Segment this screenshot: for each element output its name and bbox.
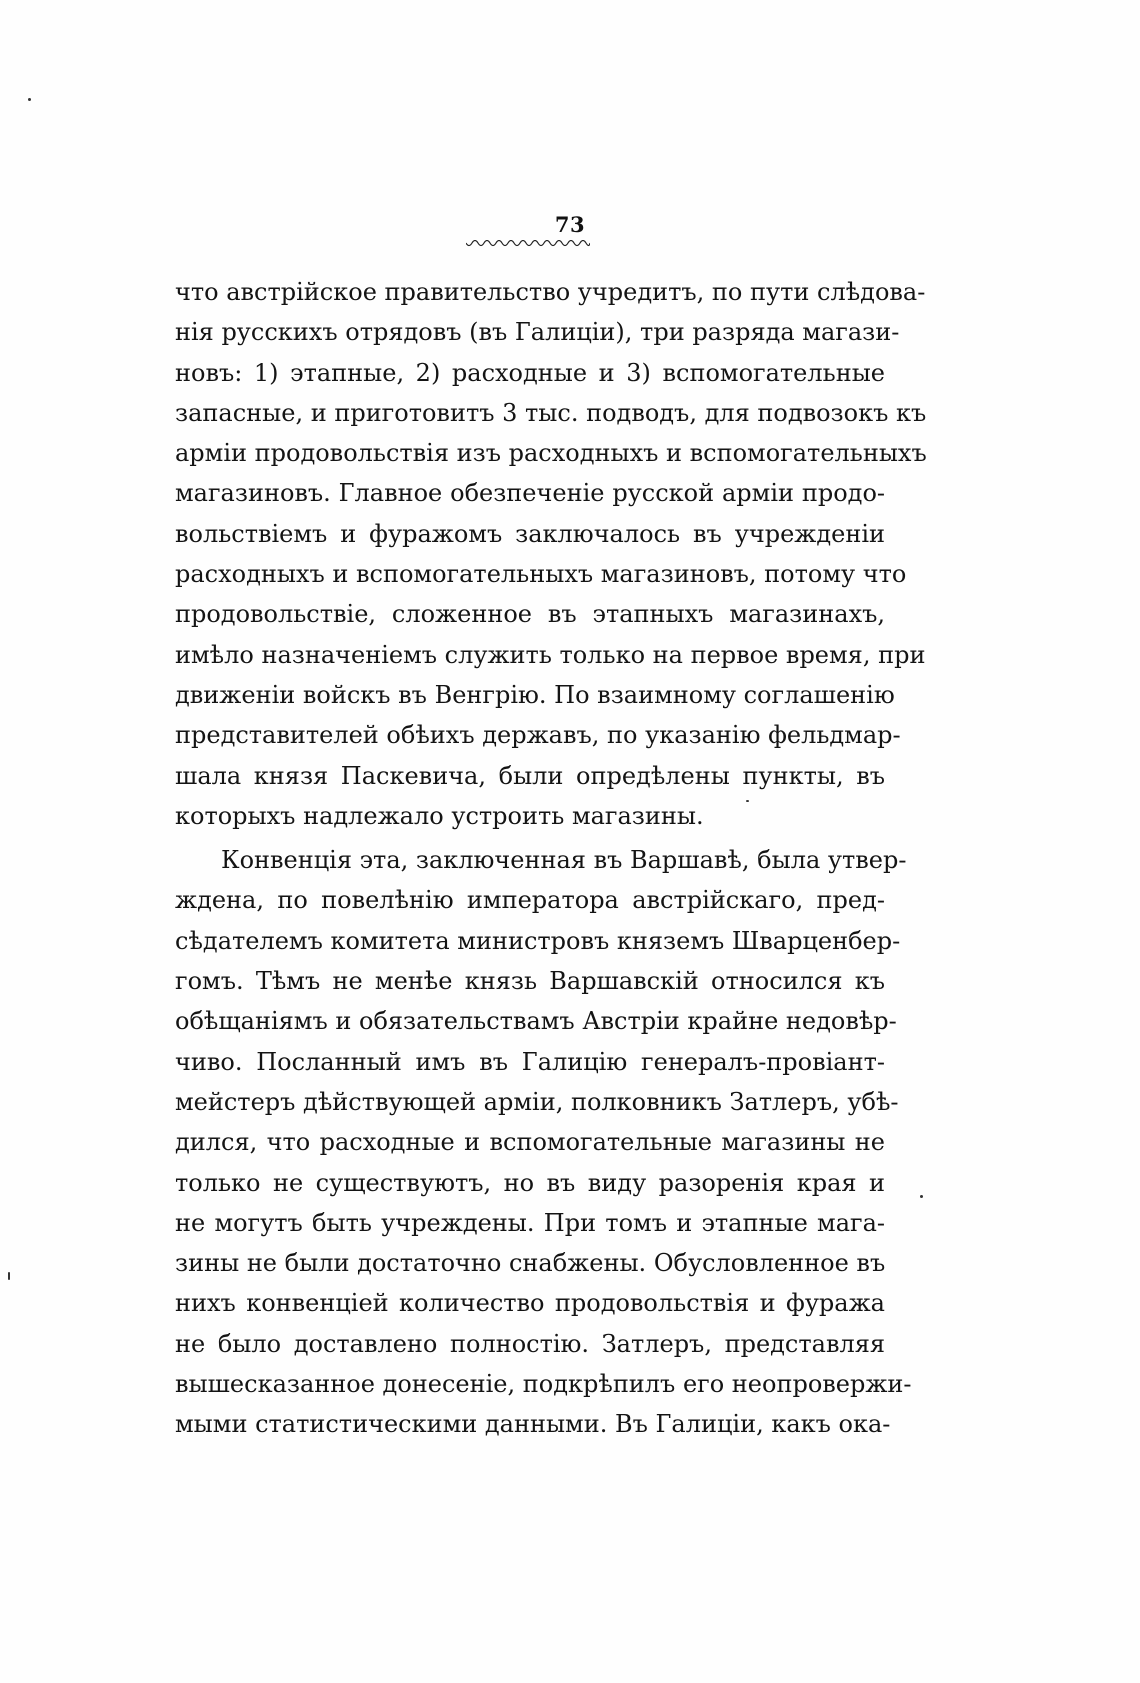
- text-line: новъ: 1) этапные, 2) расходные и 3) вспомогательные: [175, 358, 885, 387]
- scan-speck: [28, 98, 31, 101]
- text-line: вышесказанное донесеніе, подкрѣпилъ его неопровержи-: [175, 1370, 912, 1399]
- text-line: продовольствіе, сложенное въ этапныхъ магазинахъ,: [175, 600, 885, 629]
- text-line: нія русскихъ отрядовъ (въ Галиціи), три разряда магази-: [175, 318, 900, 347]
- text-line: не могутъ быть учреждены. При томъ и этапные мага-: [175, 1208, 885, 1237]
- text-line: запасные, и приготовитъ 3 тыс. подводъ, для подвозокъ къ: [175, 398, 927, 427]
- text-line: которыхъ надлежало устроить магазины.: [175, 801, 704, 830]
- text-line: вольствіемъ и фуражомъ заключалось въ учрежденіи: [175, 519, 885, 548]
- text-line: чиво. Посланный имъ въ Галицію генералъ-провіант-: [175, 1047, 885, 1076]
- text-line: что австрійское правительство учредитъ, по пути слѣдова-: [175, 278, 926, 306]
- text-line: только не существуютъ, но въ виду разоренія края и: [175, 1168, 885, 1197]
- text-line: арміи продовольствія изъ расходныхъ и вспомогательныхъ: [175, 439, 927, 468]
- text-line: движеніи войскъ въ Венгрію. По взаимному соглашенію: [175, 680, 895, 709]
- text-line: гомъ. Тѣмъ не менѣе князь Варшавскій относился къ: [175, 967, 885, 996]
- body-text: [175, 272, 927, 1445]
- text-line: шала князя Паскевича, были опредѣлены пункты, въ: [175, 761, 885, 790]
- text-line: Конвенція эта, заключенная въ Варшавѣ, была утвер-: [221, 846, 907, 875]
- text-line: представителей обѣихъ державъ, по указанію фельдмар-: [175, 721, 901, 750]
- text-line: имѣло назначеніемъ служить только на первое время, при: [175, 640, 926, 669]
- text-line: зины не были достаточно снабжены. Обусловленное въ: [175, 1249, 886, 1278]
- text-line: нихъ конвенціей количество продовольствія и фуража: [175, 1289, 885, 1318]
- text-line: мейстеръ дѣйствующей арміи, полковникъ Затлеръ, убѣ-: [175, 1087, 899, 1116]
- page-number: 73: [554, 212, 586, 237]
- scan-speck: [746, 800, 749, 802]
- text-line: сѣдателемъ комитета министровъ княземъ Шварценбер-: [175, 926, 901, 955]
- scan-speck: [920, 1195, 923, 1198]
- text-line: дился, что расходные и вспомогательные магазины не: [175, 1128, 885, 1157]
- wavy-rule-ornament: [466, 240, 590, 250]
- text-line: ждена, по повелѣнію императора австрійскаго, пред-: [175, 886, 885, 915]
- paragraph-2: [175, 840, 912, 1444]
- text-line: не было доставлено полностію. Затлеръ, представляя: [175, 1329, 885, 1358]
- text-line: расходныхъ и вспомогательныхъ магазиновъ, потому что: [175, 560, 907, 589]
- text-line: обѣщаніямъ и обязательствамъ Австріи крайне недовѣр-: [175, 1007, 897, 1036]
- text-line: магазиновъ. Главное обезпеченіе русской арміи продо-: [175, 479, 885, 508]
- scan-speck: [8, 1272, 10, 1280]
- paragraph-1: [175, 272, 927, 836]
- text-line: мыми статистическими данными. Въ Галиціи, какъ ока-: [175, 1410, 891, 1439]
